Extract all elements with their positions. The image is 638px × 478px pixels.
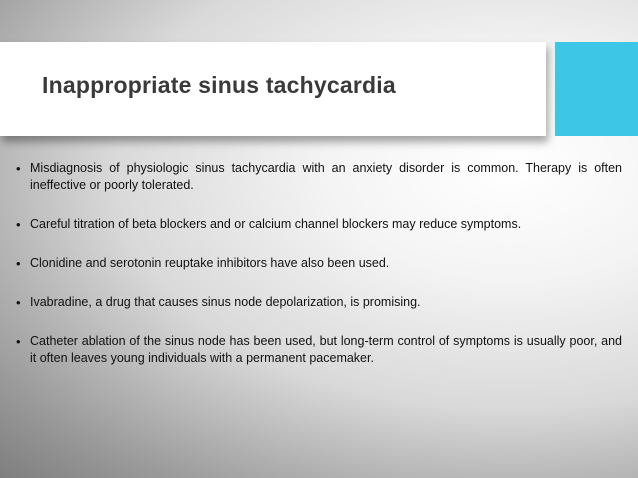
- accent-block: [555, 42, 638, 136]
- bullet-item-clonidine: • Clonidine and serotonin reuptake inhibitors have also been used.: [16, 255, 622, 272]
- slide-title: Inappropriate sinus tachycardia: [42, 72, 396, 98]
- bullet-list: [16, 160, 622, 389]
- bullet-item-beta-blockers: • Careful titration of beta blockers and or calcium channel blockers may reduce symptoms.: [16, 216, 622, 233]
- bullet-item-ivabradine: • Ivabradine, a drug that causes sinus node depolarization, is promising.: [16, 294, 622, 311]
- bullet-item-misdiagnosis: • Misdiagnosis of physiologic sinus tachycardia with an anxiety disorder is common. Therapy is often ineffective or poorly tolerated.: [16, 160, 622, 194]
- title-banner: [0, 42, 546, 136]
- bullet-item-catheter-ablation: • Catheter ablation of the sinus node has been used, but long-term control of symptoms is usually poor, and it often leaves young individuals with a permanent pacemaker.: [16, 333, 622, 367]
